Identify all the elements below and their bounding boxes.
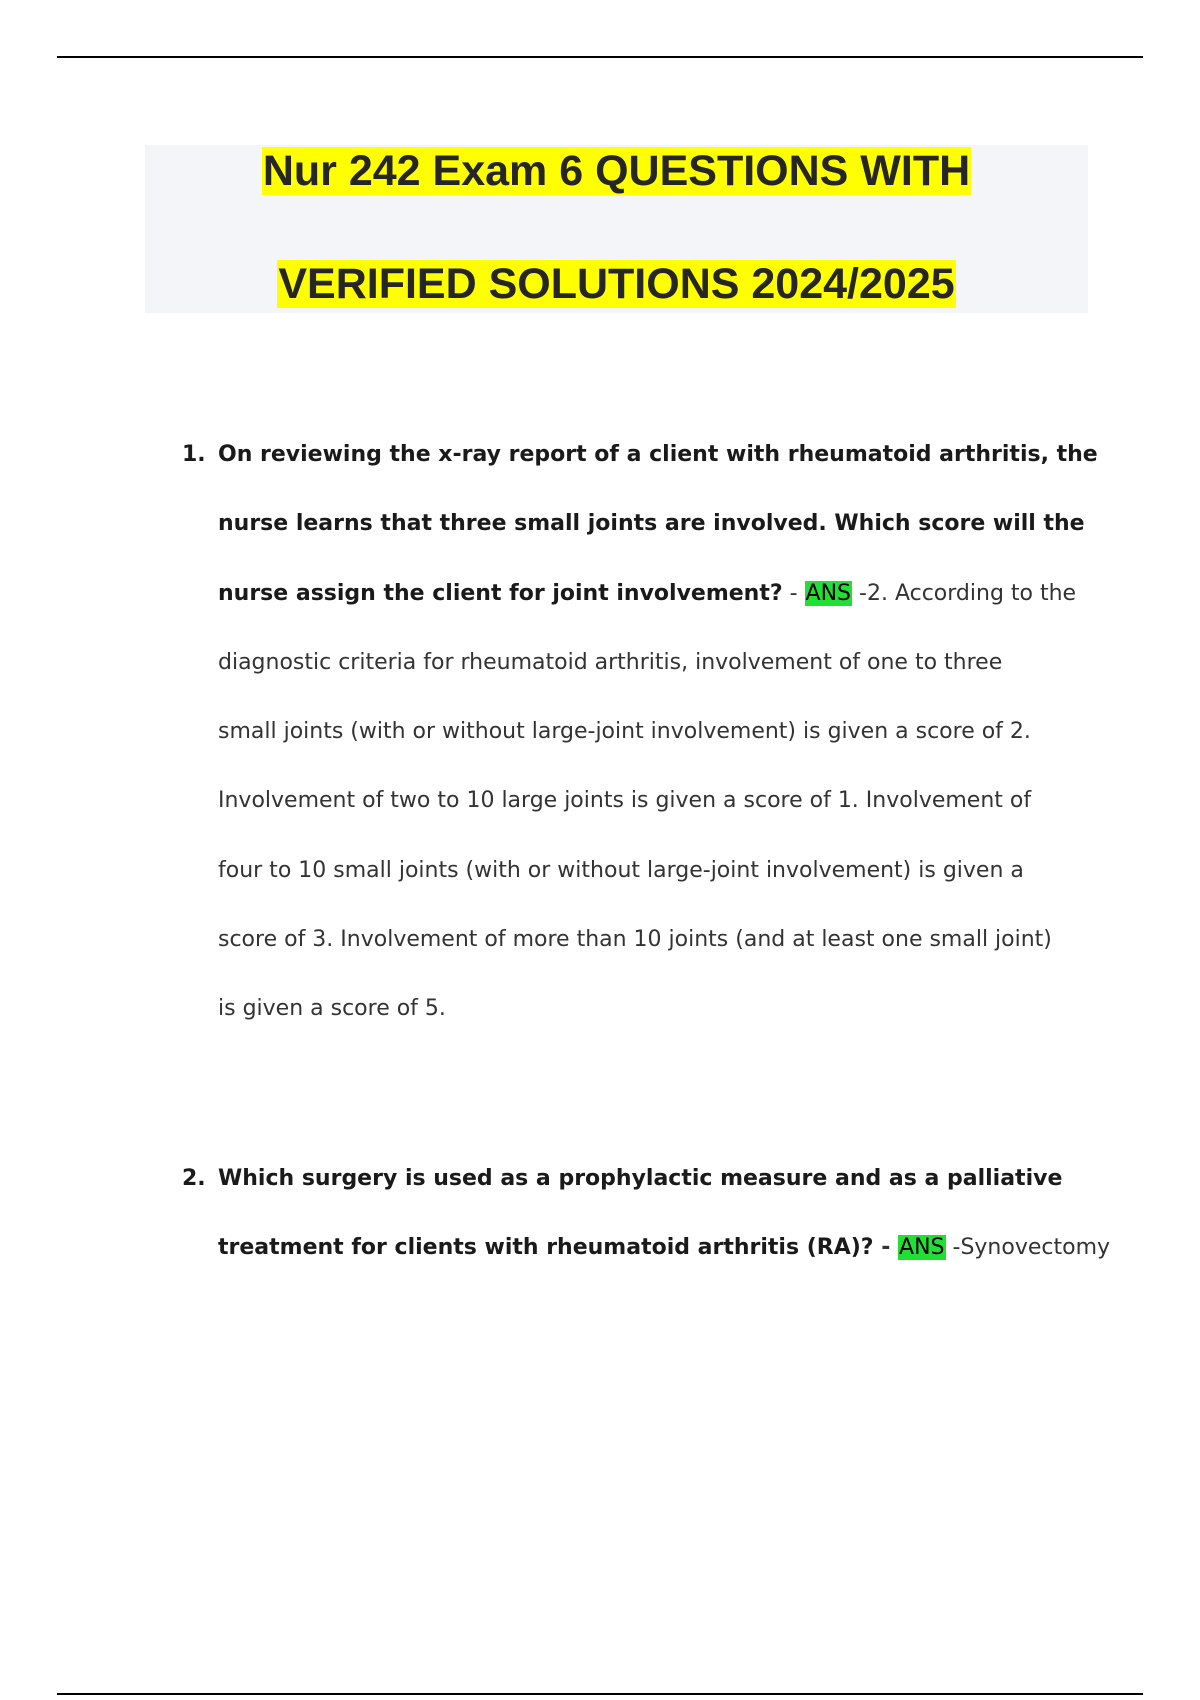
answer-line: small joints (with or without large-joint involvement) is given a score of 2. xyxy=(218,719,1031,745)
title-line-2: VERIFIED SOLUTIONS 2024/2025 xyxy=(278,260,955,308)
answer-text: -Synovectomy xyxy=(945,1235,1111,1261)
bottom-rule xyxy=(57,1693,1143,1695)
question-answer-line xyxy=(218,559,1088,628)
question-text-line: Which surgery is used as a prophylactic measure and as a palliative xyxy=(218,1166,1063,1191)
question-body xyxy=(218,420,1098,1044)
title-line-1: Nur 242 Exam 6 QUESTIONS WITH xyxy=(262,147,971,195)
question-body xyxy=(218,1144,1111,1283)
answer-line: Involvement of two to 10 large joints is given a score of 1. Involvement of xyxy=(218,788,1032,814)
answer-text: -2. According to the xyxy=(852,580,1077,606)
question-answer-line xyxy=(218,1213,1111,1282)
question-text-line: nurse assign the client for joint involvement? xyxy=(218,580,783,606)
question-text-line: On reviewing the x-ray report of a client with rheumatoid arthritis, the xyxy=(218,442,1098,467)
question-text-line: treatment for clients with rheumatoid arthritis (RA)? xyxy=(218,1235,874,1261)
answer-line: is given a score of 5. xyxy=(218,996,446,1022)
answer-line: score of 3. Involvement of more than 10 joints (and at least one small joint) xyxy=(218,927,1052,953)
question-number: 2. xyxy=(182,1166,206,1191)
separator: - xyxy=(782,580,805,606)
separator: - xyxy=(873,1235,899,1261)
answer-line: four to 10 small joints (with or without large-joint involvement) is given a xyxy=(218,857,1024,883)
ans-label: ANS xyxy=(805,580,852,606)
answer-line: diagnostic criteria for rheumatoid arthritis, involvement of one to three xyxy=(218,649,1003,675)
ans-label: ANS xyxy=(899,1235,945,1261)
question-number: 1. xyxy=(182,442,206,467)
question-text-line: nurse learns that three small joints are involved. Which score will the xyxy=(218,511,1085,537)
top-rule xyxy=(57,56,1143,58)
document-title xyxy=(145,145,1088,313)
